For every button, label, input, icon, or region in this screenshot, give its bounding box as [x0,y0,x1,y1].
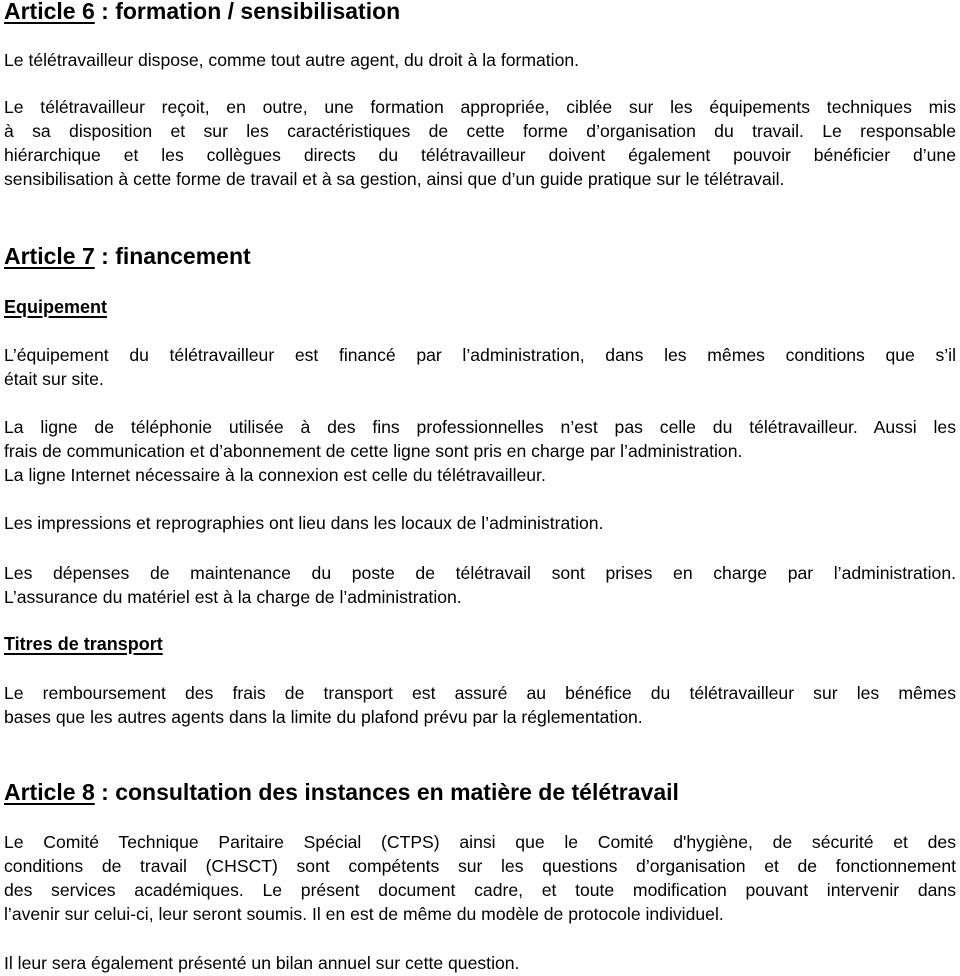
article-7-title [4,244,956,268]
article-6-title [4,0,956,23]
article-8-title [4,780,956,804]
equipement-paragraph-3: Les impressions et reprographies ont lieu dans les locaux de l’administration. [4,513,604,533]
article-7-heading [4,244,956,268]
article-6-title-text: : formation / sensibilisation [94,0,401,24]
article-6-paragraph-1: Le télétravailleur dispose, comme tout autre agent, du droit à la formation. [4,50,580,70]
article-7-title-text: : financement [94,243,251,269]
article-8-title-text: : consultation des instances en matière de télétravail [94,779,679,805]
article-8-label: Article 8 [4,779,95,805]
equipement-paragraph-2: La ligne de téléphonie utilisée à des fins professionnelles n’est pas celle du télétravailleur. Aussi les frais de communication et d’abonnement de cette ligne sont pris en charge par l’administration. La ligne Internet nécessaire à la connexion est celle du télétravailleur. [4,417,956,485]
equipement-subheading: Equipement [4,297,108,317]
article-7-label: Article 7 [4,243,95,269]
transport-subheading: Titres de transport [4,634,163,654]
transport-paragraph-1: Le remboursement des frais de transport est assuré au bénéfice du télétravailleur sur les mêmes bases que les autres agents dans la limite du plafond prévu par la réglementation. [4,683,956,727]
article-8-paragraph-2: Il leur sera également présenté un bilan annuel sur cette question. [4,953,520,973]
article-8-paragraph-1: Le Comité Technique Paritaire Spécial (CTPS) ainsi que le Comité d'hygiène, de sécurité et des conditions de travail (CHSCT) sont compétents sur les questions d’organisation et de fonctionnement des services académiques. Le présent document cadre, et toute modification pouvant intervenir dans l’avenir sur celui-ci, leur seront soumis. Il en est de même du modèle de protocole individuel. [4,832,956,924]
article-6-label: Article 6 [4,0,95,24]
transport-subheading-wrap [4,633,956,655]
equipement-paragraph-1: L’équipement du télétravailleur est financé par l’administration, dans les mêmes conditions que s’il était sur site. [4,345,956,389]
equipement-subheading-wrap [4,296,956,318]
article-6-heading [4,0,956,23]
equipement-paragraph-4: Les dépenses de maintenance du poste de télétravail sont prises en charge par l’administration. L’assurance du matériel est à la charge de l’administration. [4,563,956,607]
article-6-paragraph-2: Le télétravailleur reçoit, en outre, une formation appropriée, ciblée sur les équipements techniques mis à sa disposition et sur les caractéristiques de cette forme d’organisation du travail. Le responsable hiérarchique et les collègues directs du télétravailleur doivent également pouvoir bénéficier d’une sensibilisation à cette forme de travail et à sa gestion, ainsi que d’un guide pratique sur le télétravail. [4,97,956,189]
article-8-heading [4,780,956,804]
